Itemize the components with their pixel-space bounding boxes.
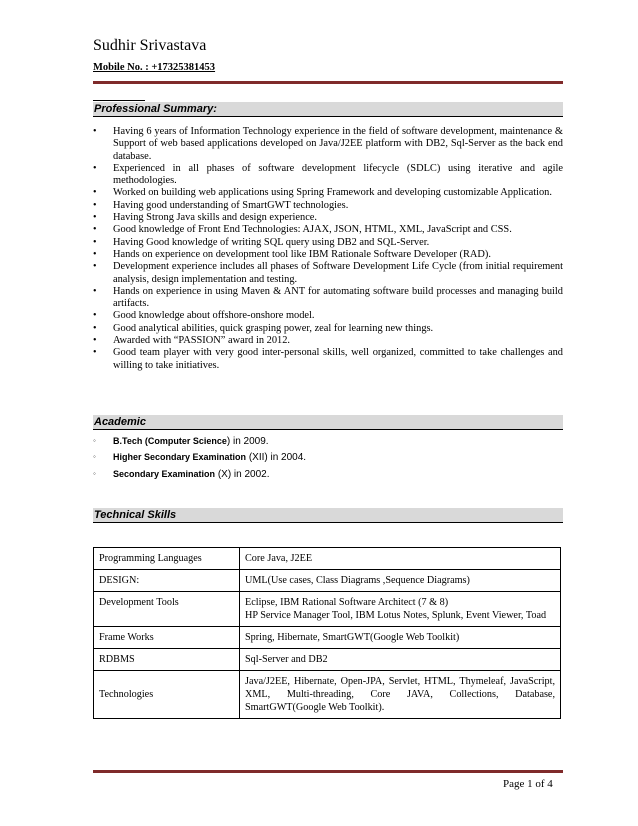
table-row xyxy=(94,649,561,671)
skill-label: Frame Works xyxy=(94,627,240,649)
bullet-icon: • xyxy=(93,236,97,248)
list-item: • Hands on experience on development tool like IBM Rationale Software Developer (RAD). xyxy=(93,248,491,260)
list-item: • Having Strong Java skills and design experience. xyxy=(93,212,318,224)
skill-label: Development Tools xyxy=(94,592,240,627)
list-item: • Good knowledge of Front End Technologies: AJAX, JSON, HTML, XML, JavaScript and CSS. xyxy=(93,224,512,236)
page-number: Page 1 of 4 xyxy=(503,778,553,790)
list-item: • Development experience includes all phases of Software Development Life Cycle (from initial requirement analysis, design implementation and testing. xyxy=(93,261,563,285)
bullet-icon: • xyxy=(93,347,97,359)
skill-label: RDBMS xyxy=(94,649,240,671)
skill-label: DESIGN: xyxy=(94,570,240,592)
degree: B.Tech (Computer Science xyxy=(113,436,227,446)
bullet-icon: • xyxy=(93,322,97,334)
footer-rule xyxy=(93,770,563,773)
bullet-icon: • xyxy=(93,126,97,137)
bullet-icon: • xyxy=(93,224,97,236)
table-row xyxy=(94,592,561,627)
table-row xyxy=(94,671,561,719)
circle-bullet-icon: ◦ xyxy=(93,452,96,461)
bullet-icon: • xyxy=(93,212,97,224)
list-item: • Experienced in all phases of software development lifecycle (SDLC) using iterative and agile methodologies. xyxy=(93,162,563,187)
bullet-icon: • xyxy=(93,199,97,211)
section-header-technical-skills xyxy=(93,508,563,523)
circle-bullet-icon: ◦ xyxy=(93,469,96,478)
skill-value: Spring, Hibernate, SmartGWT(Google Web Toolkit) xyxy=(240,627,561,649)
section-title: Academic xyxy=(94,416,146,428)
skill-value: Core Java, J2EE xyxy=(240,548,561,570)
list-item: • Good team player with very good inter-personal skills, well organized, committed to take challenges and willing to take initiatives. xyxy=(93,347,563,371)
section-title: Technical Skills xyxy=(94,509,177,521)
skill-value: UML(Use cases, Class Diagrams ,Sequence Diagrams) xyxy=(240,570,561,592)
header-rule xyxy=(93,81,563,84)
resume-name: Sudhir Srivastava xyxy=(93,37,207,54)
section-title: Professional Summary: xyxy=(94,103,217,115)
skills-table xyxy=(93,547,561,719)
skill-label: Technologies xyxy=(94,671,240,719)
skill-value: Eclipse, IBM Rational Software Architect (7 & 8) HP Service Manager Tool, IBM Lotus Notes, Splunk, Event Viewer, Toad xyxy=(240,592,561,627)
bullet-icon: • xyxy=(93,261,97,273)
bullet-icon: • xyxy=(93,162,97,174)
table-row xyxy=(94,627,561,649)
list-item: • Having Good knowledge of writing SQL query using DB2 and SQL-Server. xyxy=(93,236,430,248)
bullet-icon: • xyxy=(93,285,97,297)
short-divider xyxy=(93,100,145,101)
circle-bullet-icon: ◦ xyxy=(93,436,96,445)
skill-value: Sql-Server and DB2 xyxy=(240,649,561,671)
list-item: • Having 6 years of Information Technology experience in the field of software development, maintenance & Support of web based applications developed on Java/J2EE platform with DB2, Sql-Server as the back end database. xyxy=(93,126,563,162)
skill-value: Java/J2EE, Hibernate, Open-JPA, Servlet, HTML, Thymeleaf, JavaScript, XML, Multi-threading, Core JAVA, Collections, Database, SmartGWT(Google Web Toolkit). xyxy=(240,671,561,719)
list-item: • Good analytical abilities, quick grasping power, zeal for learning new things. xyxy=(93,322,434,334)
mobile-number: Mobile No. : +17325381453 xyxy=(93,62,216,73)
degree: Higher Secondary Examination xyxy=(113,452,247,462)
bullet-icon: • xyxy=(93,187,97,199)
list-item: • Worked on building web applications using Spring Framework and developing customizable Application. xyxy=(93,187,552,199)
summary-list xyxy=(93,126,563,372)
section-header-professional-summary xyxy=(93,102,563,117)
bullet-icon: • xyxy=(93,248,97,260)
table-row xyxy=(94,570,561,592)
degree: Secondary Examination xyxy=(113,469,216,479)
list-item: • Awarded with “PASSION” award in 2012. xyxy=(93,335,291,347)
bullet-icon: • xyxy=(93,310,97,322)
list-item: • Having good understanding of SmartGWT technologies. xyxy=(93,199,349,211)
skill-label: Programming Languages xyxy=(94,548,240,570)
list-item: • Hands on experience in using Maven & ANT for automating software build processes and managing build artifacts. xyxy=(93,285,563,310)
table-row xyxy=(94,548,561,570)
list-item: • Good knowledge about offshore-onshore model. xyxy=(93,310,315,322)
bullet-icon: • xyxy=(93,335,97,347)
section-header-academic xyxy=(93,415,563,430)
